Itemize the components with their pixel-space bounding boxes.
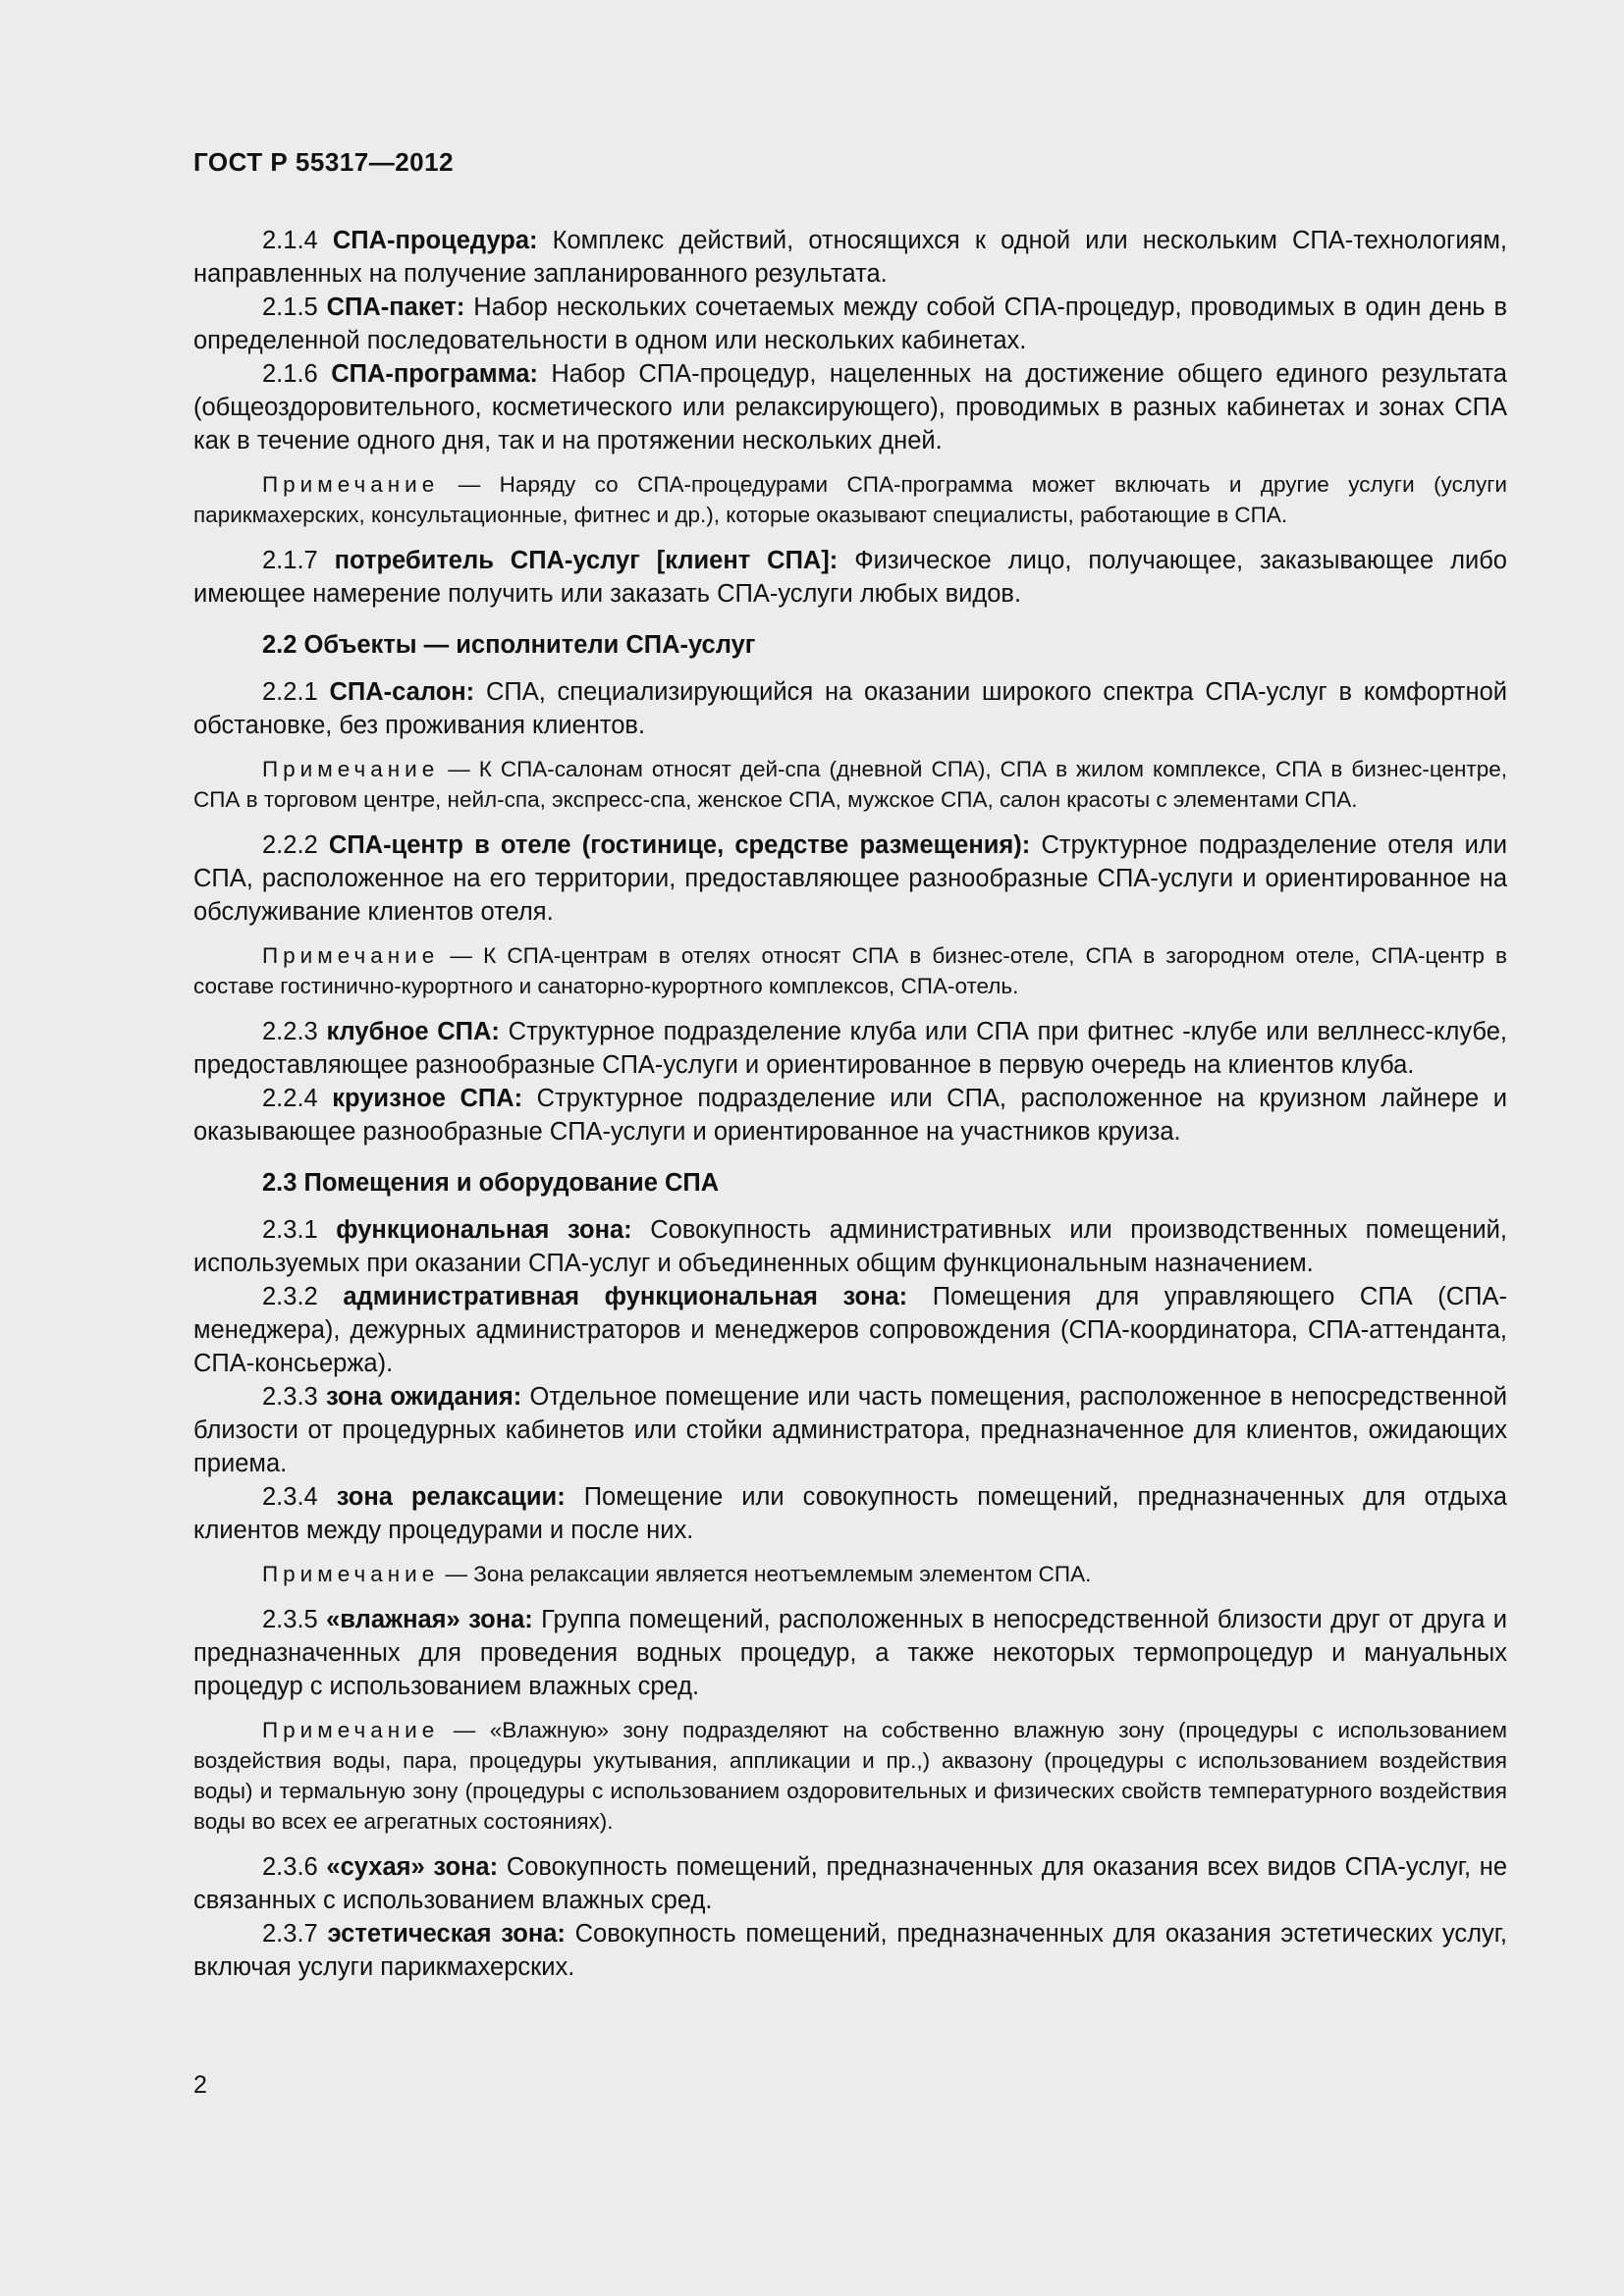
- definition-text: Совокупность административных или производственных помещений, используемых при оказании СПА-услуг и объединенных общим функциональным назначением.: [193, 1216, 1507, 1277]
- term-heading: функциональная зона:: [336, 1216, 632, 1244]
- note-text: — Зона релаксации является неотъемлемым элементом СПА.: [445, 1562, 1092, 1586]
- note-text: — К СПА-салонам относят дей-спа (дневной СПА), СПА в жилом комплексе, СПА в бизнес-центре, СПА в торговом центре, нейл-спа, экспресс-спа, женское СПА, мужское СПА, салон красоты с элементами СПА.: [193, 757, 1507, 812]
- definition-paragraph: [193, 1213, 1507, 1280]
- definition-paragraph: [193, 1082, 1507, 1148]
- definition-paragraph: [193, 1015, 1507, 1082]
- term-heading: СПА-пакет:: [326, 294, 465, 321]
- definition-text: Совокупность помещений, предназначенных для оказания эстетических услуг, включая услуги парикмахерских.: [193, 1920, 1507, 1981]
- term-heading: административная функциональная зона:: [343, 1283, 908, 1310]
- definition-paragraph: [193, 1380, 1507, 1480]
- term-heading: потребитель СПА-услуг [клиент СПА]:: [334, 547, 839, 574]
- definition-paragraph: [193, 224, 1507, 291]
- definition-text: СПА, специализирующийся на оказании широкого спектра СПА-услуг в комфортной обстановке, без проживания клиентов.: [193, 678, 1507, 739]
- definition-text: Набор нескольких сочетаемых между собой СПА-процедур, проводимых в один день в определенной последовательности в одном или нескольких кабинетах.: [193, 294, 1507, 354]
- clause-number: 2.3.4: [262, 1483, 318, 1511]
- clause-number: 2.3.1: [262, 1216, 318, 1244]
- clause-number: 2.1.5: [262, 294, 318, 321]
- document-header: ГОСТ Р 55317—2012: [193, 147, 455, 177]
- definition-paragraph: [193, 291, 1507, 357]
- clause-number: 2.3.6: [262, 1853, 318, 1881]
- definition-text: Помещения для управляющего СПА (СПА-менеджера), дежурных администраторов и менеджеров сопровождения (СПА-координатора, СПА-аттенданта, СПА-консьержа).: [193, 1283, 1508, 1377]
- definition-paragraph: [193, 1480, 1507, 1547]
- definition-text: Отдельное помещение или часть помещения, расположенное в непосредственной близости от процедурных кабинетов или стойки администратора, предназначенное для клиентов, ожидающих приема.: [193, 1383, 1508, 1477]
- note-paragraph: [193, 940, 1507, 1001]
- note-text: — «Влажную» зону подразделяют на собственно влажную зону (процедуры с использованием воздействия воды, пара, процедуры укутывания, аппликации и пр.,) аквазону (процедуры с использованием воздействия воды) и термальную зону (процедуры с использованием оздоровительных и физических свойств температурного воздействия воды во всех ее агрегатных состояниях).: [193, 1718, 1507, 1834]
- definition-paragraph: [193, 1603, 1507, 1703]
- definition-text: Структурное подразделение или СПА, расположенное на круизном лайнере и оказывающее разнообразные СПА-услуги и ориентированное на участников круиза.: [193, 1085, 1507, 1146]
- definition-paragraph: [193, 1280, 1507, 1380]
- definition-text: Структурное подразделение отеля или СПА, расположенное на его территории, предоставляющее разнообразные СПА-услуги и ориентированное на обслуживание клиентов отеля.: [193, 831, 1507, 926]
- term-heading: СПА-центр в отеле (гостинице, средстве размещения):: [328, 831, 1031, 859]
- note-label: Примечание: [262, 472, 440, 497]
- definition-paragraph: [193, 1917, 1507, 1984]
- note-paragraph: [193, 1559, 1507, 1589]
- clause-number: 2.2.4: [262, 1085, 318, 1112]
- term-heading: «сухая» зона:: [326, 1853, 499, 1881]
- page-number: 2: [193, 2071, 207, 2099]
- definition-paragraph: [193, 828, 1507, 929]
- clause-number: 2.1.6: [262, 360, 318, 388]
- note-paragraph: [193, 1715, 1507, 1837]
- definition-text: Совокупность помещений, предназначенных для оказания всех видов СПА-услуг, не связанных с использованием влажных сред.: [193, 1853, 1508, 1914]
- definition-text: Физическое лицо, получающее, заказывающее либо имеющее намерение получить или заказать СПА-услуги любых видов.: [193, 547, 1507, 608]
- clause-number: 2.3.3: [262, 1383, 318, 1411]
- note-label: Примечание: [262, 757, 440, 781]
- note-label: Примечание: [262, 943, 440, 968]
- definition-paragraph: [193, 675, 1507, 742]
- term-heading: зона релаксации:: [336, 1483, 566, 1511]
- clause-number: 2.2.1: [262, 678, 318, 706]
- term-heading: «влажная» зона:: [326, 1606, 533, 1633]
- term-heading: зона ожидания:: [325, 1383, 522, 1411]
- definition-paragraph: [193, 1850, 1507, 1917]
- clause-number: 2.3.7: [262, 1920, 318, 1948]
- clause-number: 2.1.4: [262, 227, 318, 254]
- section-heading: 2.2 Объекты — исполнители СПА-услуг: [262, 631, 756, 659]
- note-paragraph: [193, 754, 1507, 815]
- term-heading: СПА-процедура:: [332, 227, 538, 254]
- definition-paragraph: [193, 544, 1507, 611]
- definition-text: Набор СПА-процедур, нацеленных на достижение общего единого результата (общеоздоровительного, косметического или релаксирующего), проводимых в разных кабинетах и зонах СПА как в течение одного дня, так и на протяжении нескольких дней.: [193, 360, 1507, 454]
- note-label: Примечание: [262, 1562, 440, 1586]
- clause-number: 2.2.3: [262, 1018, 318, 1045]
- definition-text: Комплекс действий, относящихся к одной или нескольким СПА-технологиям, направленных на получение запланированного результата.: [193, 227, 1508, 288]
- clause-number: 2.2.2: [262, 831, 318, 859]
- term-heading: СПА-программа:: [331, 360, 538, 388]
- term-heading: клубное СПА:: [326, 1018, 500, 1045]
- term-heading: СПА-салон:: [329, 678, 475, 706]
- document-body: [193, 224, 1507, 1984]
- term-heading: круизное СПА:: [332, 1085, 523, 1112]
- note-label: Примечание: [262, 1718, 440, 1742]
- definition-text: Помещение или совокупность помещений, предназначенных для отдыха клиентов между процедурами и после них.: [193, 1483, 1507, 1544]
- definition-text: Группа помещений, расположенных в непосредственной близости друг от друга и предназначенных для проведения водных процедур, а также некоторых термопроцедур и мануальных процедур с использованием влажных сред.: [193, 1606, 1508, 1700]
- note-text: — Наряду со СПА-процедурами СПА-программа может включать и другие услуги (услуги парикмахерских, консультационные, фитнес и др.), которые оказывают специалисты, работающие в СПА.: [193, 472, 1507, 527]
- definition-paragraph: [193, 357, 1507, 457]
- clause-number: 2.3.2: [262, 1283, 318, 1310]
- term-heading: эстетическая зона:: [327, 1920, 566, 1948]
- note-paragraph: [193, 469, 1507, 530]
- definition-text: Структурное подразделение клуба или СПА при фитнес -клубе или веллнесс-клубе, предоставляющее разнообразные СПА-услуги и ориентированное в первую очередь на клиентов клуба.: [193, 1018, 1507, 1079]
- note-text: — К СПА-центрам в отелях относят СПА в бизнес-отеле, СПА в загородном отеле, СПА-центр в составе гостинично-курортного и санаторно-курортного комплексов, СПА-отель.: [193, 943, 1507, 998]
- clause-number: 2.1.7: [262, 547, 318, 574]
- clause-number: 2.3.5: [262, 1606, 318, 1633]
- section-heading: 2.3 Помещения и оборудование СПА: [262, 1169, 720, 1197]
